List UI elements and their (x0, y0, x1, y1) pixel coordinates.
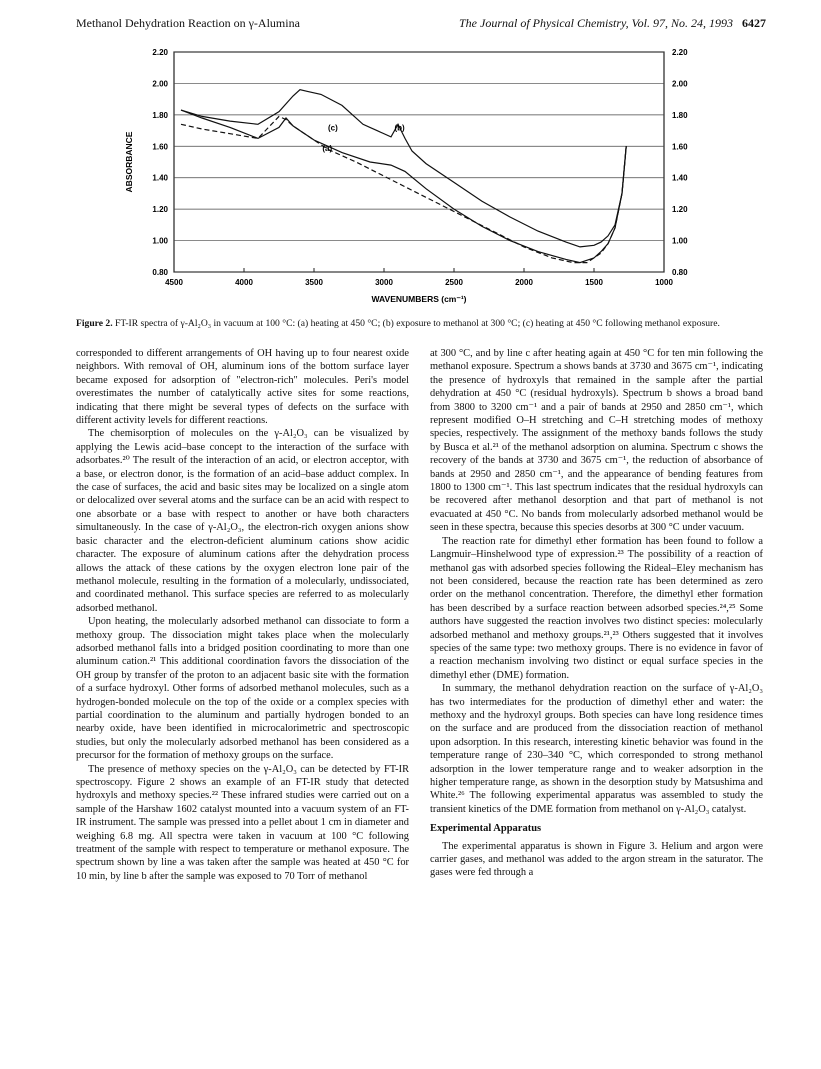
y-tick-label-right: 1.00 (672, 236, 688, 246)
plot-frame (174, 52, 664, 272)
x-tick-label: 2500 (445, 278, 463, 287)
paragraph: The chemisorption of molecules on the γ-Al₂O₃ can be visualized by applying the Lewis acid–base concept to the interaction of the surface with adsorbates.²⁰ The result of the interaction of an acid, or electron acceptor, with a base, or electron donor, is the formation of an acid–base adduct complex. In the case of surfaces, the acid and basic sites may be localized on a single atom or delocalized over several atoms and the surface can be an acid with respect to one absorbate or a base with respect to another or have both characters simultaneously. In the case of γ-Al₂O₃, the electron-rich oxygen anions show basic character and the electron-deficient aluminum cations show acidic character. The exposure of aluminum cations after the dehydration process allows the attack of these cations by the oxygen electron lone pair of the methanol molecule, resulting in the formation of a molecularly, undissociated, and coordinated methanol. This surface species are referred to as molecularly adsorbed methanol. (76, 428, 409, 614)
y-tick-label-right: 1.20 (672, 205, 688, 215)
x-tick-label: 4000 (235, 278, 253, 287)
figure-caption (76, 318, 766, 330)
paragraph: The presence of methoxy species on the γ-Al₂O₃ can be detected by FT-IR spectroscopy. Figure 2 shows an example of an FT-IR study that detected hydroxyls and methoxy species.²² These infrared studies were carried out on a sample of the Harshaw 1602 catalyst mounted into a vacuum system of an FT-IR instrument. The sample was pressed into a pellet about 1 cm in diameter and weighing 6.8 mg. All spectra were taken in vacuum at 100 °C following treatment of the sample with respect to temperature or methanol exposure. The spectrum shown by line a was taken after the sample was heated at 450 °C for 10 min, by line b after the sample was exposed to 70 Torr of methanol (76, 763, 409, 882)
journal-name: The Journal of Physical Chemistry, Vol. 97, No. 24, 1993 (459, 16, 733, 30)
y-tick-label-right: 1.60 (672, 142, 688, 152)
paragraph: corresponded to different arrangements of OH having up to four nearest oxide neighbors. With removal of OH, aluminum ions of the bottom surface layer became exposed for adsorption of "electron-rich" molecules. Peri's model overestimates the number of catalytically active sites for some reactions, indicating that there might be several types of defects on the surface with different activity levels for different reactions. (76, 348, 409, 427)
paragraph: In summary, the methanol dehydration reaction on the surface of γ-Al₂O₃ has two intermediates for the production of dimethyl ether and water: the methoxy and the hydroxyl groups. Both species can have long residence times on the surface and are produced from the dissociation reaction of methanol upon adsorption. In this research, interesting kinetic behavior was found in the temperature range of 230–340 °C, which corresponded to strong methanol adsorption in the lower temperature range and to weaker adsorption in the higher temperature range, as shown in the desorption study by Matsushima and White.²⁶ The following experimental apparatus was assembled to study the transient kinetics of the DME formation from methanol on γ-Al₂O₃ catalyst. (430, 683, 763, 815)
running-title: Methanol Dehydration Reaction on γ-Alumina (76, 16, 300, 30)
curve-label: (a) (322, 144, 333, 153)
x-tick-label: 2000 (515, 278, 533, 287)
paragraph: The experimental apparatus is shown in Figure 3. Helium and argon were carrier gases, and methanol was added to the argon stream in the saturator. The gases were fed through a (430, 840, 763, 879)
y-tick-label-right: 1.80 (672, 110, 688, 120)
y-tick-label-left: 1.40 (152, 173, 168, 183)
y-tick-label-left: 2.20 (152, 48, 168, 57)
x-axis-label: WAVENUMBERS (cm⁻¹) (371, 294, 467, 304)
ftir-spectra-chart (76, 36, 766, 316)
y-tick-label-left: 1.20 (152, 205, 168, 215)
page-number: 6427 (742, 16, 766, 30)
paragraph: Upon heating, the molecularly adsorbed methanol can dissociate to form a methoxy group. The dissociation might takes place when the molecularly adsorbed methanol falls into a bridged position coordinating to more than one aluminum cation.²¹ This additional coordination favors the dissociation of the OH group by transfer of the proton to an adjacent basic site with the formation of a surface hydroxyl. Other forms of adsorbed methanol molecules, such as a hydrogen-bonded molecule on the top of the oxide or a complex species with partial coordination to the aluminum and partially hydrogen bonded to an nearby oxide, have been identified in microcalorimetric and spectroscopic studies, but only the molecularly adsorbed methanol has been considered as a precursor for the formation of methoxy groups on the surface. (76, 616, 409, 762)
y-tick-label-right: 2.20 (672, 48, 688, 57)
section-heading: Experimental Apparatus (430, 823, 542, 835)
right-column (430, 347, 763, 880)
curve-label: (b) (394, 123, 405, 133)
y-tick-label-left: 0.80 (152, 268, 168, 277)
x-tick-label: 1500 (585, 278, 603, 287)
y-tick-label-right: 0.80 (672, 268, 688, 277)
x-tick-label: 1000 (655, 278, 673, 287)
caption-label: Figure 2. (76, 318, 113, 329)
y-tick-label-left: 1.00 (152, 236, 168, 246)
caption-text: FT-IR spectra of γ-Al₂O₃ in vacuum at 100 °C: (a) heating at 450 °C; (b) exposure to methanol at 300 °C; (c) heating at 450 °C following methanol exposure. (115, 318, 720, 329)
y-tick-label-left: 2.00 (152, 79, 168, 89)
x-tick-label: 3000 (375, 278, 393, 287)
y-tick-label-right: 1.40 (672, 173, 688, 183)
y-tick-label-left: 1.60 (152, 142, 168, 152)
left-column (76, 347, 409, 883)
y-tick-label-left: 1.80 (152, 110, 168, 120)
series-line (181, 90, 626, 247)
figure-2 (76, 36, 766, 316)
running-header (76, 16, 766, 32)
journal-citation (459, 16, 766, 31)
y-axis-label: ABSORBANCE (124, 131, 134, 193)
curve-label: (c) (328, 123, 338, 133)
paragraph: at 300 °C, and by line c after heating again at 450 °C for ten min following the methanol exposure. Spectrum a shows bands at 3730 and 3675 cm⁻¹, indicating the presence of hydroxyls that remained in the sample after the partial dehydration at 450 °C (residual hydroxyls). Spectrum b shows a broad band from 3800 to 3200 cm⁻¹ and a pair of bands at 2950 and 2850 cm⁻¹, which represent modified O–H stretching and C–H stretching modes of methoxy species, respectively. The assignment of the methoxy bands follows the study by Busca et al.²¹ of the methanol adsorption on alumina. Spectrum c shows the recovery of the bands at 3730 and 3675 cm⁻¹, the reduction of absorbance of bands at 2950 and 2850 cm⁻¹, and the appearance of bending features from 1800 to 1300 cm⁻¹. This last spectrum indicates that the residual hydroxyls can be recovered after methanol desorption and that part of methanol is not evacuated at 450 °C. No bands from molecularly adsorbed methanol would be seen in these spectra, because this species desorbs at 300 °C under vacuum. (430, 348, 763, 534)
y-tick-label-right: 2.00 (672, 79, 688, 89)
x-tick-label: 4500 (165, 278, 183, 287)
paragraph: The reaction rate for dimethyl ether formation has been found to follow a Langmuir–Hinshelwood type of expression.²³ The possibility of a reaction of methanol gas with adsorbed species following the Rideal–Eley mechanism has not been considered, because the reaction rate has been determined as zero order on the methanol concentration. Therefore, the dimethyl ether formation has been described by a surface reaction between adsorbed species.²⁴,²⁵ Some authors have suggested the reaction involves two distinct species: molecularly adsorbed methanol and methoxy groups.²¹,²³ Others suggested that it involves species of the same type: two methoxy groups. There is no evidence in favor of a reaction mechanism involving two distinct or equal surface species in the dimethyl ether (DME) formation. (430, 535, 763, 681)
x-tick-label: 3500 (305, 278, 323, 287)
